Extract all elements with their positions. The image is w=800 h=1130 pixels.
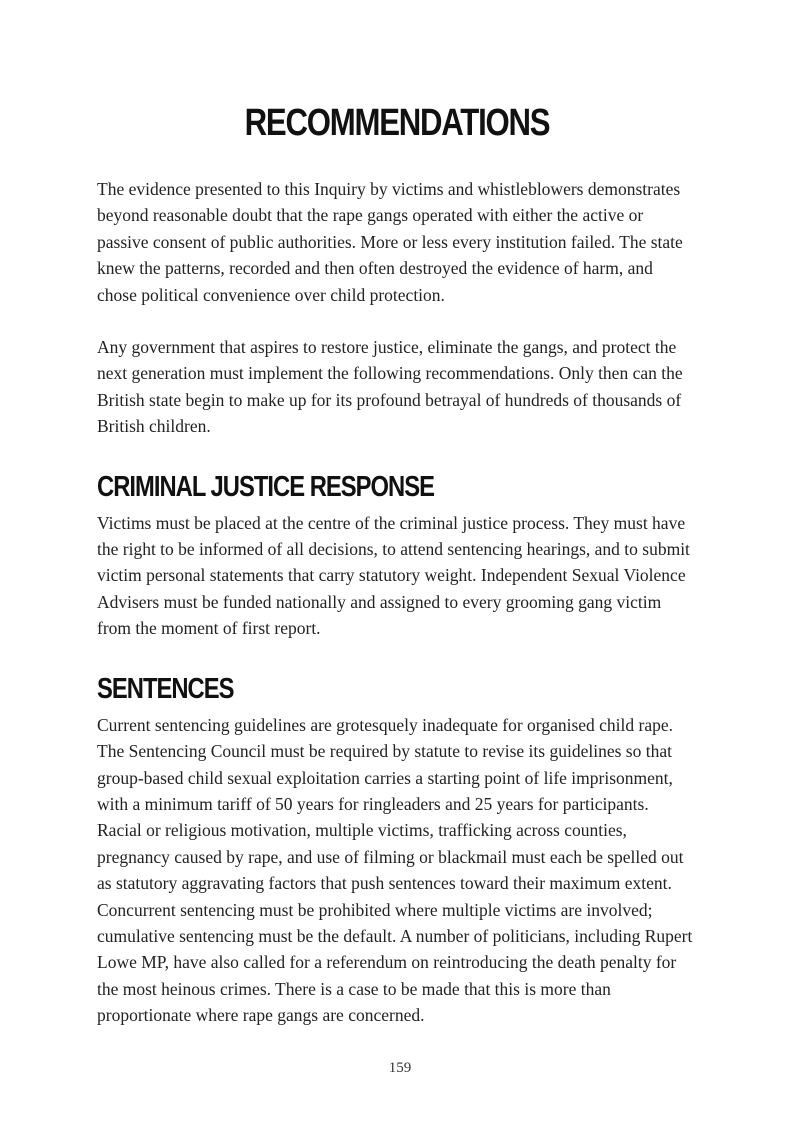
section-criminal-justice (97, 470, 697, 642)
page-title: RECOMMENDATIONS (244, 102, 550, 144)
intro-paragraph-2: Any government that aspires to restore justice, eliminate the gangs, and protect the next generation must implement the following recommendations. Only then can the British state begin to make up for its profound betrayal of hundreds of thousands of British children. (97, 337, 683, 437)
page-number: 159 (388, 1060, 412, 1076)
section-body-criminal-justice: Victims must be placed at the centre of the criminal justice process. They must have the right to be informed of all decisions, to attend sentencing hearings, and to submit victim personal statements that carry statutory weight. Independent Sexual Violence Advisers must be funded nationally and assigned to every grooming gang victim from the moment of first report. (97, 512, 690, 639)
section-sentences (97, 672, 697, 1029)
intro-paragraph-1: The evidence presented to this Inquiry by victims and whistleblowers demonstrates beyond reasonable doubt that the rape gangs operated with either the active or passive consent of public authorities. More or less every institution failed. The state knew the patterns, recorded and then often destroyed the evidence of harm, and chose political convenience over child protection. (97, 179, 683, 305)
section-body-sentences: Current sentencing guidelines are grotesquely inadequate for organised child rape. The Sentencing Council must be required by statute to revise its guidelines so that group-based child sexual exploitation carries a starting point of life imprisonment, with a minimum tariff of 50 years for ringleaders and 25 years for participants. Racial or religious motivation, multiple victims, trafficking across counties, pregnancy caused by rape, and use of filming or blackmail must each be spelled out as statutory aggravating factors that push sentences toward their maximum extent. Concurrent sentencing must be prohibited where multiple victims are involved; cumulative sentencing must be the default. A number of politicians, including Rupert Lowe MP, have also called for a referendum on reintroducing the death penalty for the most heinous crimes. There is a case to be made that this is more than proportionate where rape gangs are concerned. (97, 714, 693, 1026)
section-heading-criminal-justice: CRIMINAL JUSTICE RESPONSE (97, 470, 435, 503)
section-heading-sentences: SENTENCES (97, 672, 234, 705)
document-page (97, 100, 697, 1029)
